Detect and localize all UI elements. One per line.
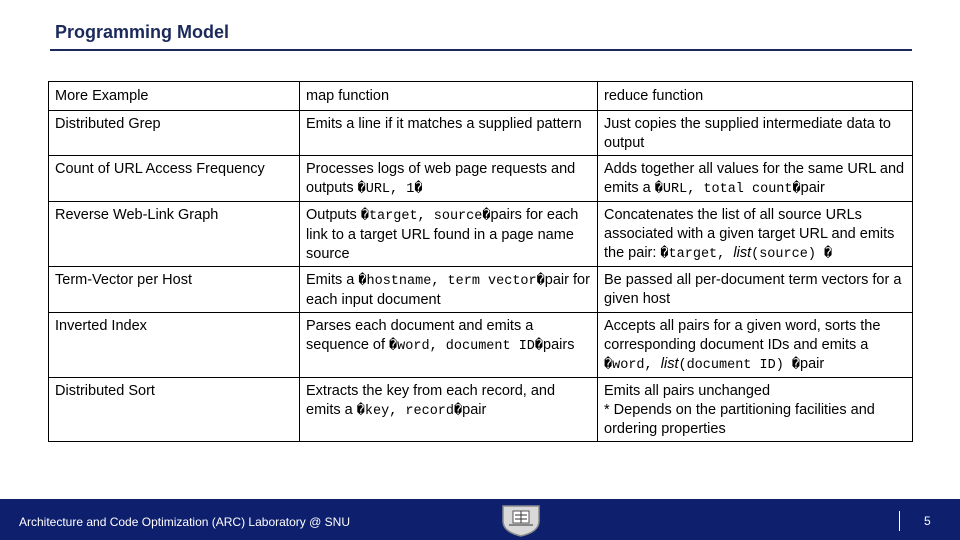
- reduce-cell: Emits all pairs unchanged * Depends on the partitioning facilities and ordering properties: [598, 378, 913, 442]
- map-cell: Processes logs of web page requests and outputs �URL, 1�: [300, 156, 598, 202]
- header-reduce-function: reduce function: [598, 82, 913, 111]
- reduce-cell: Concatenates the list of all source URLs associated with a given target URL and emits the pair: �target, list(source) �: [598, 202, 913, 267]
- example-cell: Distributed Sort: [49, 378, 300, 442]
- example-cell: Inverted Index: [49, 313, 300, 378]
- table-header-row: [49, 82, 913, 111]
- reduce-cell: Adds together all values for the same URL and emits a �URL, total count�pair: [598, 156, 913, 202]
- footer-divider: [899, 511, 900, 531]
- map-cell: Parses each document and emits a sequence of �word, document ID�pairs: [300, 313, 598, 378]
- table-row: [49, 156, 913, 202]
- page-number: 5: [924, 514, 931, 528]
- snu-emblem-icon: [497, 503, 545, 537]
- reduce-cell: Accepts all pairs for a given word, sorts the corresponding document IDs and emits a �word, list(document ID) �pair: [598, 313, 913, 378]
- table-row: [49, 313, 913, 378]
- table-row: [49, 111, 913, 156]
- examples-table: [48, 81, 913, 442]
- footer-lab-name: Architecture and Code Optimization (ARC) Laboratory @ SNU: [19, 515, 350, 529]
- reduce-cell: Be passed all per-document term vectors for a given host: [598, 267, 913, 313]
- map-cell: Emits a �hostname, term vector�pair for each input document: [300, 267, 598, 313]
- example-cell: Distributed Grep: [49, 111, 300, 156]
- example-cell: Reverse Web-Link Graph: [49, 202, 300, 267]
- table-row: [49, 378, 913, 442]
- header-map-function: map function: [300, 82, 598, 111]
- reduce-cell: Just copies the supplied intermediate data to output: [598, 111, 913, 156]
- slide-title: Programming Model: [55, 22, 230, 42]
- map-cell: Extracts the key from each record, and emits a �key, record�pair: [300, 378, 598, 442]
- title-underline: [50, 49, 912, 51]
- map-cell: Outputs �target, source�pairs for each link to a target URL found in a page name source: [300, 202, 598, 267]
- example-cell: Count of URL Access Frequency: [49, 156, 300, 202]
- map-cell: Emits a line if it matches a supplied pattern: [300, 111, 598, 156]
- table-row: [49, 202, 913, 267]
- header-more-example: More Example: [49, 82, 300, 111]
- table-row: [49, 267, 913, 313]
- example-cell: Term-Vector per Host: [49, 267, 300, 313]
